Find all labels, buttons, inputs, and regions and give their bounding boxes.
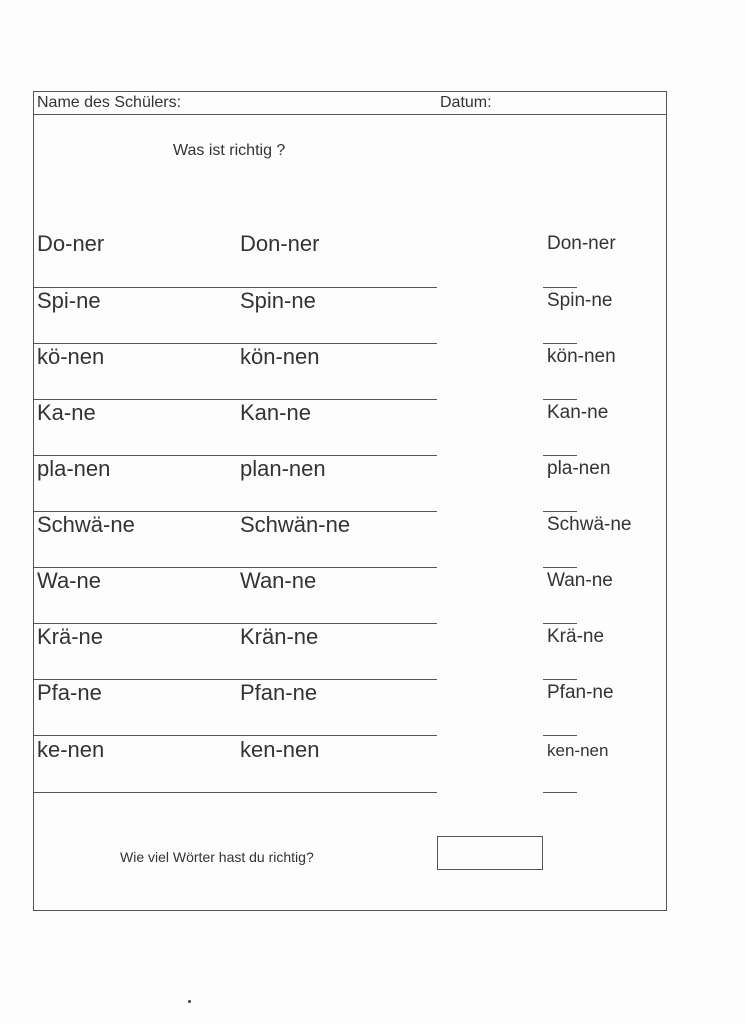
word-row: [34, 624, 666, 680]
answer-line: [34, 735, 437, 736]
option-c: Wan-ne: [547, 570, 613, 591]
answer-line: [34, 792, 437, 793]
scan-speck: [188, 1000, 191, 1003]
option-b: Spin-ne: [240, 288, 316, 313]
header-row: [34, 92, 666, 115]
option-b: Schwän-ne: [240, 512, 351, 537]
option-b: Kan-ne: [240, 400, 311, 425]
word-row: [34, 400, 666, 456]
word-row: [34, 231, 666, 287]
option-a: Pfa-ne: [37, 680, 102, 705]
option-c: Spin-ne: [547, 290, 613, 311]
word-row: [34, 344, 666, 400]
option-c: Krä-ne: [547, 626, 605, 647]
word-row: [34, 737, 666, 793]
score-box[interactable]: [437, 836, 543, 870]
word-row: [34, 456, 666, 512]
option-a: Wa-ne: [37, 568, 101, 593]
option-b: Pfan-ne: [240, 680, 318, 705]
word-row: [34, 512, 666, 568]
option-c: ken-nen: [547, 741, 609, 760]
option-b: Wan-ne: [240, 568, 317, 593]
option-c: Don-ner: [547, 233, 616, 254]
option-a: Ka-ne: [37, 400, 96, 425]
option-b: kön-nen: [240, 344, 320, 369]
option-c: Pfan-ne: [547, 682, 614, 703]
student-name-label: Name des Schülers:: [37, 94, 182, 111]
option-c: Schwä-ne: [547, 514, 632, 535]
option-a: Spi-ne: [37, 288, 101, 313]
option-b: Don-ner: [240, 231, 320, 256]
option-a: Schwä-ne: [37, 512, 135, 537]
short-answer-line: [543, 792, 577, 793]
option-c: pla-nen: [547, 458, 611, 479]
option-c: kön-nen: [547, 346, 616, 367]
option-c: Kan-ne: [547, 402, 609, 423]
option-b: plan-nen: [240, 456, 326, 481]
short-answer-line: [543, 735, 577, 736]
worksheet: [33, 91, 667, 911]
option-a: Krä-ne: [37, 624, 104, 649]
option-a: Do-ner: [37, 231, 105, 256]
worksheet-title: Was ist richtig ?: [173, 142, 286, 159]
word-row: [34, 288, 666, 344]
word-row: [34, 680, 666, 736]
option-a: pla-nen: [37, 456, 111, 481]
option-b: Krän-ne: [240, 624, 319, 649]
option-b: ken-nen: [240, 737, 320, 762]
score-question: Wie viel Wörter hast du richtig?: [120, 849, 314, 865]
option-a: ke-nen: [37, 737, 105, 762]
word-row: [34, 568, 666, 624]
date-label: Datum:: [440, 94, 492, 111]
option-a: kö-nen: [37, 344, 105, 369]
